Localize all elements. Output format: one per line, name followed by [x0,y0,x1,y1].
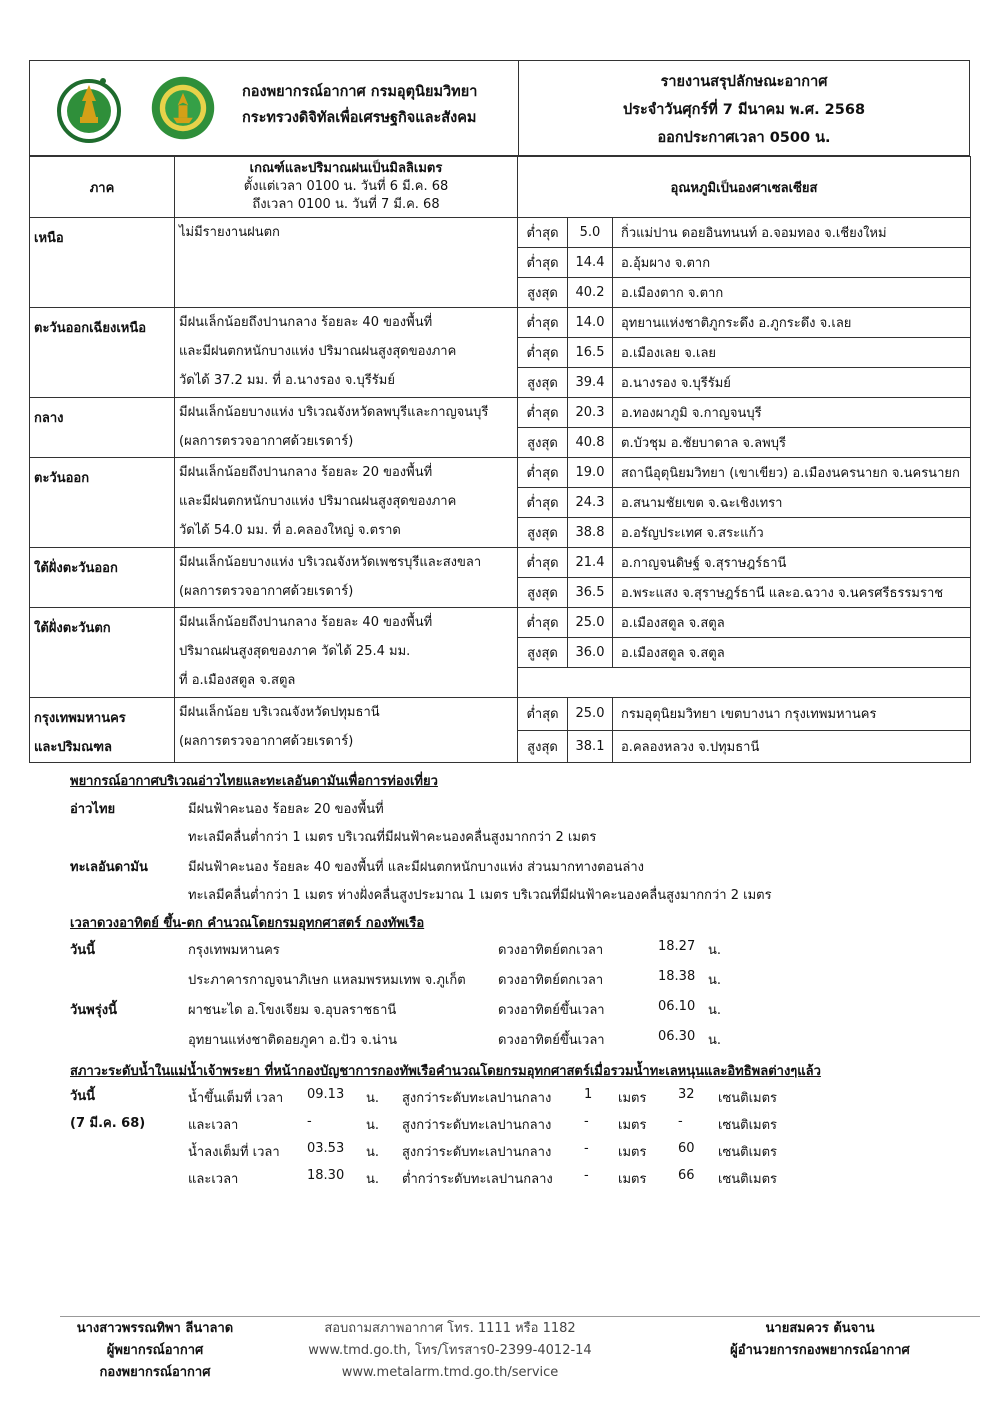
sun-unit: น. [708,943,722,958]
temp-location: อ.เมืองสตูล จ.สตูล [613,638,971,668]
temp-location: อ.ทองผาภูมิ จ.กาญจนบุรี [613,398,971,428]
tide-description: ต่ำกว่าระดับทะเลปานกลาง [402,1172,553,1187]
temp-value: 19.0 [568,458,613,488]
temp-kind: สูงสุด [518,368,568,398]
contact-website-link[interactable]: www.tmd.go.th, โทร/โทรสาร0-2399-4012-14 [308,1343,592,1358]
temp-location: อ.นางรอง จ.บุรีรัมย์ [613,368,971,398]
region-name-line-2: และปริมณฑล [34,740,112,755]
sun-place: ประภาคารกาญจนาภิเษก แหลมพรหมเทพ จ.ภูเก็ต [188,973,466,988]
header-rain [175,157,518,218]
table-header-row [30,157,971,218]
rain-line: วัดได้ 37.2 มม. ที่ อ.นางรอง จ.บุรีรัมย์ [179,373,395,388]
sun-section [70,912,424,933]
tide-date-label: (7 มี.ค. 68) [70,1116,146,1131]
temp-value: 14.4 [568,248,613,278]
gulf-line-2: ทะเลมีคลื่นต่ำกว่า 1 เมตร บริเวณที่มีฝนฟ้าคะนองคลื่นสูงมากกว่า 2 เมตร [188,830,597,845]
region-name [30,308,175,398]
temp-kind: ต่ำสุด [518,248,568,278]
tide-time-unit: น. [366,1172,380,1187]
temp-location: กิ่วแม่ปาน ดอยอินทนนท์ อ.จอมทอง จ.เชียงใหม่ [613,218,971,248]
temp-kind: สูงสุด [518,518,568,548]
sun-unit: น. [708,1003,722,1018]
tide-row [0,1141,1000,1165]
table-row [30,608,971,638]
sun-event: ดวงอาทิตย์ขึ้นเวลา [498,1033,605,1048]
rain-line: ปริมาณฝนสูงสุดของภาค วัดได้ 25.4 มม. [179,644,411,659]
temp-location: อุทยานแห่งชาติภูกระดึง อ.ภูกระดึง จ.เลย [613,308,971,338]
org-line-2: กระทรวงดิจิทัลเพื่อเศรษฐกิจและสังคม [242,110,477,126]
tide-meters: - [584,1114,589,1129]
sun-row [0,999,1000,1025]
rain-line: วัดได้ 54.0 มม. ที่ อ.คลองใหญ่ จ.ตราด [179,523,401,538]
temp-location: อ.กาญจนดิษฐ์ จ.สุราษฎร์ธานี [613,548,971,578]
region-name [30,548,175,608]
rain-line: และมีฝนตกหนักบางแห่ง ปริมาณฝนสูงสุดของภาค [179,494,457,509]
temp-kind: สูงสุด [518,730,568,763]
temp-kind: ต่ำสุด [518,548,568,578]
temp-location: อ.อรัญประเทศ จ.สระแก้ว [613,518,971,548]
tide-time-unit: น. [366,1091,380,1106]
sun-event: ดวงอาทิตย์ขึ้นเวลา [498,1003,605,1018]
region-name-line-1: ตะวันออก [34,471,90,486]
header-temperature: อุณหภูมิเป็นองศาเซลเซียส [518,157,971,218]
tide-centimeters: - [678,1114,683,1129]
sun-time: 06.10 [658,999,696,1014]
tide-time-unit: น. [366,1118,380,1133]
tide-time: 09.13 [307,1087,345,1102]
region-name-line-1: ใต้ฝั่งตะวันออก [34,561,118,576]
report-title-line-2: ประจำวันศุกร์ที่ 7 มีนาคม พ.ศ. 2568 [622,102,866,118]
table-row [30,308,971,338]
tide-row [0,1168,1000,1192]
rain-line [179,247,513,276]
header-rain-line-1: เกณฑ์และปริมาณฝนเป็นมิลลิเมตร [249,161,443,176]
gulf-line-1: มีฝนฟ้าคะนอง ร้อยละ 20 ของพื้นที่ [188,802,384,817]
temp-kind: ต่ำสุด [518,338,568,368]
report-title [518,68,970,152]
table-body [30,218,971,763]
rain-description [175,308,518,398]
tide-time-unit: น. [366,1145,380,1160]
temp-value: 24.3 [568,488,613,518]
sun-row [0,1029,1000,1055]
temp-value: 39.4 [568,368,613,398]
rain-line: มีฝนเล็กน้อย บริเวณจังหวัดปทุมธานี [179,705,380,720]
tide-label: น้ำลงเต็มที่ เวลา [188,1145,280,1160]
region-name [30,398,175,458]
sun-title: เวลาดวงอาทิตย์ ขึ้น-ตก คำนวณโดยกรมอุทกศาสตร์ กองทัพเรือ [70,916,425,931]
forecaster-block [40,1318,270,1384]
temp-kind: ต่ำสุด [518,308,568,338]
tide-time: 03.53 [307,1141,345,1156]
rain-description [175,458,518,548]
temp-value: 14.0 [568,308,613,338]
rain-description [175,398,518,458]
director-title: ผู้อำนวยการกองพยากรณ์อากาศ [730,1343,910,1358]
sun-time: 18.27 [658,939,696,954]
tide-meters-unit: เมตร [618,1145,647,1160]
forecaster-name: นางสาวพรรณทิพา ลีนาลาด [76,1321,234,1336]
tide-centimeters: 60 [678,1141,695,1156]
tide-meters-unit: เมตร [618,1172,647,1187]
temp-value: 25.0 [568,608,613,638]
temp-location: ต.บัวชุม อ.ชัยบาดาล จ.ลพบุรี [613,428,971,458]
tide-centimeters-unit: เซนติเมตร [718,1172,778,1187]
director-block [690,1318,950,1362]
tide-meters: - [584,1141,589,1156]
rain-line: ไม่มีรายงานฝนตก [179,225,280,240]
tide-centimeters-unit: เซนติเมตร [718,1145,778,1160]
region-name-line-1: เหนือ [34,231,64,246]
rain-line: (ผลการตรวจอากาศด้วยเรดาร์) [179,584,354,599]
sun-event: ดวงอาทิตย์ตกเวลา [498,973,604,988]
table-row [30,548,971,578]
sun-time: 18.38 [658,969,696,984]
sun-unit: น. [708,1033,722,1048]
temp-location: อ.สนามชัยเขต จ.ฉะเชิงเทรา [613,488,971,518]
temp-value: 5.0 [568,218,613,248]
temp-value: 38.1 [568,730,613,763]
tide-meters: 1 [584,1087,593,1102]
temp-kind: สูงสุด [518,278,568,308]
rain-line [179,276,513,305]
forecaster-title: ผู้พยากรณ์อากาศ [106,1343,204,1358]
header-rain-line-2: ตั้งแต่เวลา 0100 น. วันที่ 6 มี.ค. 68 [243,179,449,194]
table-row [30,458,971,488]
sun-place: อุทยานแห่งชาติดอยภูคา อ.ปัว จ.น่าน [188,1033,398,1048]
org-name [242,79,477,131]
table-row [30,218,971,248]
sun-tomorrow-label: วันพรุ่งนี้ [70,1003,117,1018]
temp-kind: สูงสุด [518,638,568,668]
table-row [30,698,971,731]
rain-line: มีฝนเล็กน้อยถึงปานกลาง ร้อยละ 40 ของพื้นที่ [179,315,433,330]
forecaster-division: กองพยากรณ์อากาศ [99,1365,211,1380]
region-name [30,698,175,763]
tide-description: สูงกว่าระดับทะเลปานกลาง [402,1091,552,1106]
sun-row [0,969,1000,995]
tide-meters-unit: เมตร [618,1118,647,1133]
andaman-label: ทะเลอันดามัน [70,860,148,875]
tide-row [0,1087,1000,1111]
contact-service-link[interactable]: www.metalarm.tmd.go.th/service [341,1365,559,1380]
temp-value: 21.4 [568,548,613,578]
region-name-line-1: กรุงเทพมหานคร [34,711,126,726]
temp-location: สถานีอุตุนิยมวิทยา (เขาเขียว) อ.เมืองนครนายก จ.นครนายก [613,458,971,488]
sun-place: ผาชนะได อ.โขงเจียม จ.อุบลราชธานี [188,1003,397,1018]
temp-value: 16.5 [568,338,613,368]
tide-label: และเวลา [188,1172,239,1187]
region-name-line-1: ตะวันออกเฉียงเหนือ [34,321,147,336]
temp-value: 25.0 [568,698,613,731]
rain-description [175,608,518,698]
temp-empty-cell [518,668,971,698]
region-name [30,608,175,698]
temp-location: อ.เมืองตาก จ.ตาก [613,278,971,308]
temp-value: 20.3 [568,398,613,428]
temp-location: อ.เมืองสตูล จ.สตูล [613,608,971,638]
rain-line: มีฝนเล็กน้อยบางแห่ง บริเวณจังหวัดลพบุรีและกาญจนบุรี [179,405,489,420]
report-title-line-3: ออกประกาศเวลา 0500 น. [657,130,831,146]
footer-divider [60,1316,980,1317]
tide-day-label: วันนี้ [70,1089,96,1104]
temp-location: อ.เมืองเลย จ.เลย [613,338,971,368]
sun-row [0,939,1000,965]
andaman-line-2: ทะเลมีคลื่นต่ำกว่า 1 เมตร ห่างฝั่งคลื่นสูงประมาณ 1 เมตร บริเวณที่มีฝนฟ้าคะนองคลื่นสูงมากกว่า 2 เมตร [188,888,772,903]
temp-value: 36.5 [568,578,613,608]
temp-kind: ต่ำสุด [518,488,568,518]
temp-kind: สูงสุด [518,578,568,608]
director-name: นายสมควร ต้นจาน [765,1321,875,1336]
tide-meters-unit: เมตร [618,1091,647,1106]
andaman-line-1: มีฝนฟ้าคะนอง ร้อยละ 40 ของพื้นที่ และมีฝนตกหนักบางแห่ง ส่วนมากทางตอนล่าง [188,860,644,875]
rain-line: (ผลการตรวจอากาศด้วยเรดาร์) [179,434,354,449]
tide-row [0,1114,1000,1138]
tide-title: สภาวะระดับน้ำในแม่น้ำเจ้าพระยา ที่หน้ากองบัญชาการกองทัพเรือคำนวณโดยกรมอุทกศาสตร์เมื่อรวมน้ำทะเลหนุนและอิทธิพลต่างๆแล้ว [70,1064,821,1079]
report-title-line-1: รายงานสรุปลักษณะอากาศ [660,74,828,90]
contact-block [290,1318,610,1384]
temp-location: อ.อุ้มผาง จ.ตาก [613,248,971,278]
temp-value: 36.0 [568,638,613,668]
rain-line: มีฝนเล็กน้อยถึงปานกลาง ร้อยละ 40 ของพื้นที่ [179,615,433,630]
rain-line: (ผลการตรวจอากาศด้วยเรดาร์) [179,734,354,749]
tide-centimeters-unit: เซนติเมตร [718,1091,778,1106]
header-region: ภาค [30,157,175,218]
tide-description: สูงกว่าระดับทะเลปานกลาง [402,1145,552,1160]
region-name [30,458,175,548]
rain-description [175,548,518,608]
tide-meters: - [584,1168,589,1183]
tide-description: สูงกว่าระดับทะเลปานกลาง [402,1118,552,1133]
rain-description [175,698,518,763]
tide-centimeters: 66 [678,1168,695,1183]
weather-summary-table [29,156,971,763]
ministry-logo [56,71,122,145]
report-header [29,60,970,156]
table-row [30,398,971,428]
temp-value: 38.8 [568,518,613,548]
header-rain-line-3: ถึงเวลา 0100 น. วันที่ 7 มี.ค. 68 [252,197,440,212]
marine-title: พยากรณ์อากาศบริเวณอ่าวไทยและทะเลอันดามันเพื่อการท่องเที่ยว [70,774,438,789]
marine-section [70,770,438,791]
tide-centimeters-unit: เซนติเมตร [718,1118,778,1133]
region-name-line-1: กลาง [34,411,64,426]
temp-location: กรมอุตุนิยมวิทยา เขตบางนา กรุงเทพมหานคร [613,698,971,731]
region-name-line-1: ใต้ฝั่งตะวันตก [34,621,111,636]
rain-description [175,218,518,308]
tide-label: และเวลา [188,1118,239,1133]
rain-line: ที่ อ.เมืองสตูล จ.สตูล [179,673,296,688]
tide-time: 18.30 [307,1168,345,1183]
temp-kind: สูงสุด [518,428,568,458]
temp-kind: ต่ำสุด [518,218,568,248]
rain-line: มีฝนเล็กน้อยถึงปานกลาง ร้อยละ 20 ของพื้นที่ [179,465,433,480]
temp-kind: ต่ำสุด [518,698,568,731]
temp-kind: ต่ำสุด [518,608,568,638]
region-name [30,218,175,308]
tide-time: - [307,1114,312,1129]
sun-event: ดวงอาทิตย์ตกเวลา [498,943,604,958]
tmd-logo [150,71,216,145]
rain-line: มีฝนเล็กน้อยบางแห่ง บริเวณจังหวัดเพชรบุรีและสงขลา [179,555,482,570]
org-line-1: กองพยากรณ์อากาศ กรมอุตุนิยมวิทยา [242,84,478,100]
sun-place: กรุงเทพมหานคร [188,943,280,958]
sun-today-label: วันนี้ [70,943,96,958]
sun-unit: น. [708,973,722,988]
temp-value: 40.2 [568,278,613,308]
tide-label: น้ำขึ้นเต็มที่ เวลา [188,1091,284,1106]
temp-location: อ.คลองหลวง จ.ปทุมธานี [613,730,971,763]
rain-line: และมีฝนตกหนักบางแห่ง ปริมาณฝนสูงสุดของภาค [179,344,457,359]
temp-kind: ต่ำสุด [518,458,568,488]
tide-section [70,1060,821,1081]
temp-value: 40.8 [568,428,613,458]
temp-location: อ.พระแสง จ.สุราษฎร์ธานี และอ.ฉวาง จ.นครศรีธรรมราช [613,578,971,608]
sun-time: 06.30 [658,1029,696,1044]
temp-kind: ต่ำสุด [518,398,568,428]
contact-phone: สอบถามสภาพอากาศ โทร. 1111 หรือ 1182 [324,1321,576,1336]
tide-centimeters: 32 [678,1087,695,1102]
gulf-label: อ่าวไทย [70,802,116,817]
